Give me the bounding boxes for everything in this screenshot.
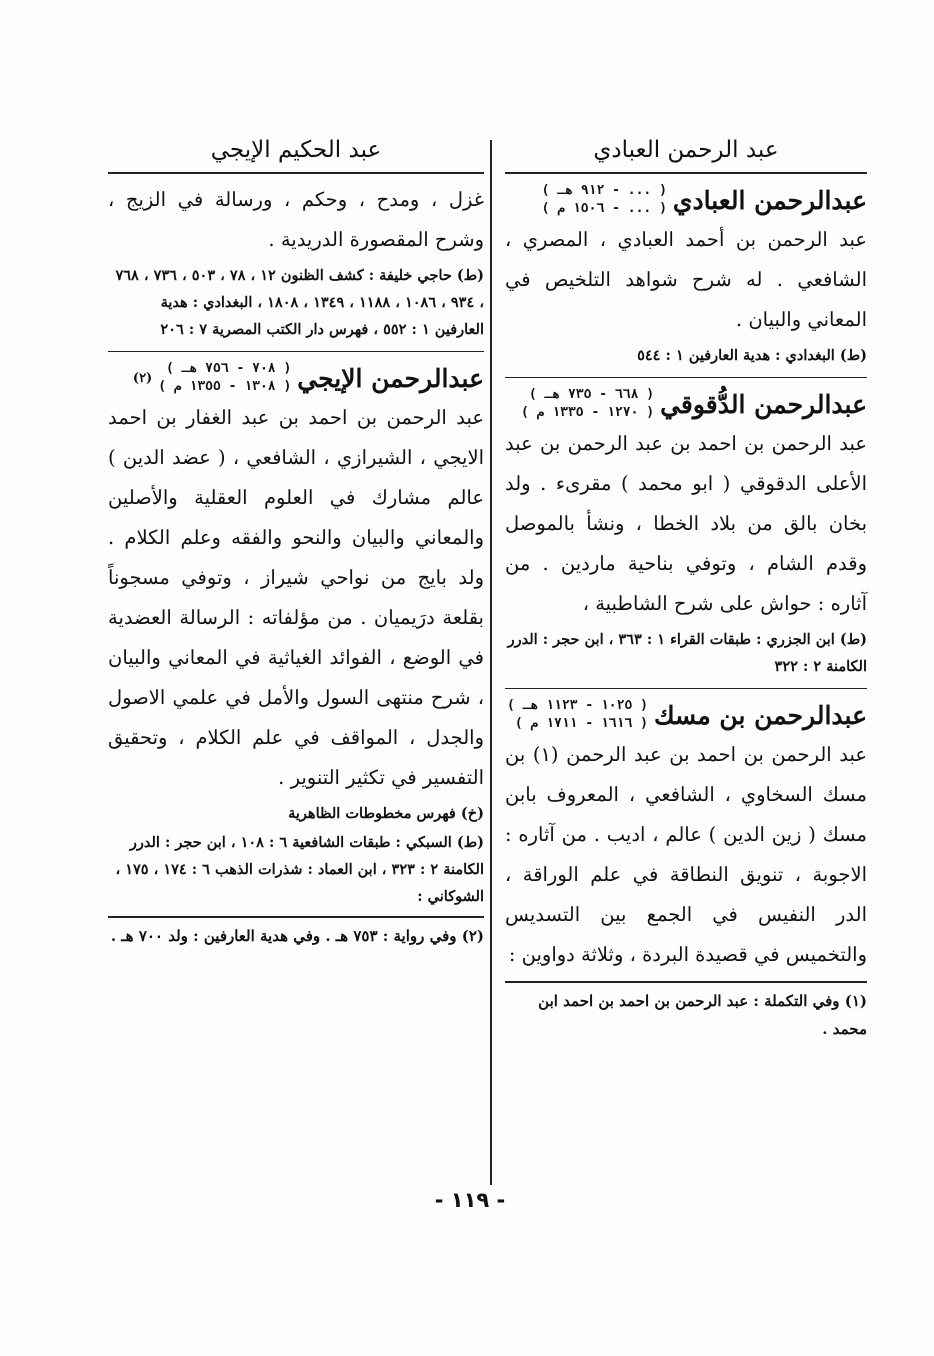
footnote: (٢) وفي رواية : ٧٥٣ هـ . وفي هدية العارفين : ولد ٧٠٠ هـ . [108, 916, 484, 950]
continuation-text: غزل ، ومدح ، وحكم ، ورسالة في الزيج ، وشرح المقصورة الدريدية . [108, 188, 484, 251]
entry-separator [505, 688, 867, 689]
column-divider [490, 140, 492, 1185]
entry-body: عبد الرحمن بن احمد بن عبد الغفار بن احمد الايجي ، الشيرازي ، الشافعي ، ( عضد الدين ) عالم مشارك في العلوم العقلية والأصلين والمعاني والبيان والنحو والفقه وعلم الكلام . ولد بايج من نواحي شيراز ، وتوفي مسجوناً بقلعة درَيميان . من مؤلفاته : الرسالة العضدية في الوضع ، الفوائد الغياثية في المعاني والبيان ، شرح منتهى السول والأمل في علمي الاصول والجدل ، المواقف في علم الكلام ، وتحقيق التفسير في تكثير التنوير . [108, 406, 484, 789]
right-column [505, 128, 867, 1043]
entry-dates [542, 182, 667, 218]
entry [505, 182, 867, 369]
entry-heading [505, 697, 867, 733]
entry-dates [507, 697, 648, 733]
entry-ref: (ط) السبكي : طبقات الشافعية ٦ : ١٠٨ ، ابن حجر : الدرر الكامنة ٢ : ٣٢٣ ، ابن العماد : شذرات الذهب ٦ : ١٧٤ ، ١٧٥ ، الشوكاني : [115, 834, 484, 905]
entry-separator [505, 377, 867, 378]
entry-ref: (خ) فهرس مخطوطات الظاهرية [288, 805, 484, 822]
dates-hijri: ( ١٠٢٥ - ١١٢٣ هـ ) [507, 698, 648, 713]
left-column [108, 128, 484, 950]
continuation-ref: (ط) حاجي خليفة : كشف الظنون ١٢ ، ٧٨ ، ٥٠٣ ، ٧٣٦ ، ٧٦٨ ، ٩٣٤ ، ١٠٨٦ ، ١١٨٨ ، ١٣٤٩ ، ١٨٠٨ ، البغدادي : هدية العارفين ١ : ٥٥٢ ، فهرس دار الكتب المصرية ٧ : ٢٠٦ [115, 267, 484, 338]
entry-heading [108, 360, 484, 396]
footnote-marker: (٢) [132, 370, 153, 386]
dates-gregorian: ( ١٢٧٠ - ١٣٣٥ م ) [521, 405, 655, 420]
page-number: - ١١٩ - [434, 1188, 506, 1212]
footnote: (١) وفي التكملة : عبد الرحمن بن احمد بن احمد ابن محمد . [505, 981, 867, 1043]
entry-body: عبد الرحمن بن احمد بن عبد الرحمن (١) بن مسك السخاوي ، الشافعي ، المعروف بابن مسك ( زين الدين ) عالم ، اديب . من آثاره : الاجوبة ، تنويق النطاقة في علم الوراقة ، الدر النفيس في الجمع بين التسديس والتخميس في قصيدة البردة ، وثلاثة دواوين : [505, 743, 867, 966]
right-column-header: عبد الرحمن العبادي [505, 128, 867, 174]
entry-name: عبدالرحمن الإيجي [297, 363, 484, 393]
entry-separator [108, 351, 484, 352]
dates-gregorian: ( ١٦١٦ - ١٧١١ م ) [514, 716, 648, 731]
entry-name: عبدالرحمن بن مسك [653, 700, 867, 730]
left-column-header: عبد الحكيم الإيجي [108, 128, 484, 174]
entry-dates [158, 360, 291, 396]
entry [505, 697, 867, 975]
dates-hijri: ( ٧٠٨ - ٧٥٦ هـ ) [166, 361, 292, 376]
entry-name: عبدالرحمن الدُّقوقي [660, 389, 867, 419]
entry-name: عبدالرحمن العبادي [672, 185, 867, 215]
dates-hijri: ( ... - ٩١٢ هـ ) [541, 183, 667, 198]
dates-hijri: ( ٦٦٨ - ٧٣٥ هـ ) [528, 387, 655, 402]
dates-gregorian: ( ١٣٠٨ - ١٣٥٥ م ) [158, 379, 292, 394]
entry-body: عبد الرحمن بن احمد بن عبد الرحمن بن عبد الأعلى الدقوقي ( ابو محمد ) مقرىء . ولد بخان بالق من بلاد الخطا ، ونشأ بالموصل وقدم الشام ، وتوفي بناحية ماردين . من آثاره : حواش على شرح الشاطبية ، [505, 432, 867, 615]
entry-dates [521, 386, 654, 422]
entry [505, 386, 867, 680]
entry-ref: (ط) البغدادي : هدية العارفين ١ : ٥٤٤ [637, 347, 867, 364]
entry [108, 360, 484, 910]
dates-gregorian: ( ... - ١٥٠٦ م ) [541, 201, 667, 216]
entry-heading [505, 182, 867, 218]
entry-ref: (ط) ابن الجزري : طبقات القراء ١ : ٣٦٣ ، ابن حجر : الدرر الكامنة ٢ : ٣٢٢ [507, 631, 867, 675]
entry-heading [505, 386, 867, 422]
entry-body: عبد الرحمن بن أحمد العبادي ، المصري ، الشافعي . له شرح شواهد التلخيص في المعاني والبيان . [505, 228, 867, 331]
